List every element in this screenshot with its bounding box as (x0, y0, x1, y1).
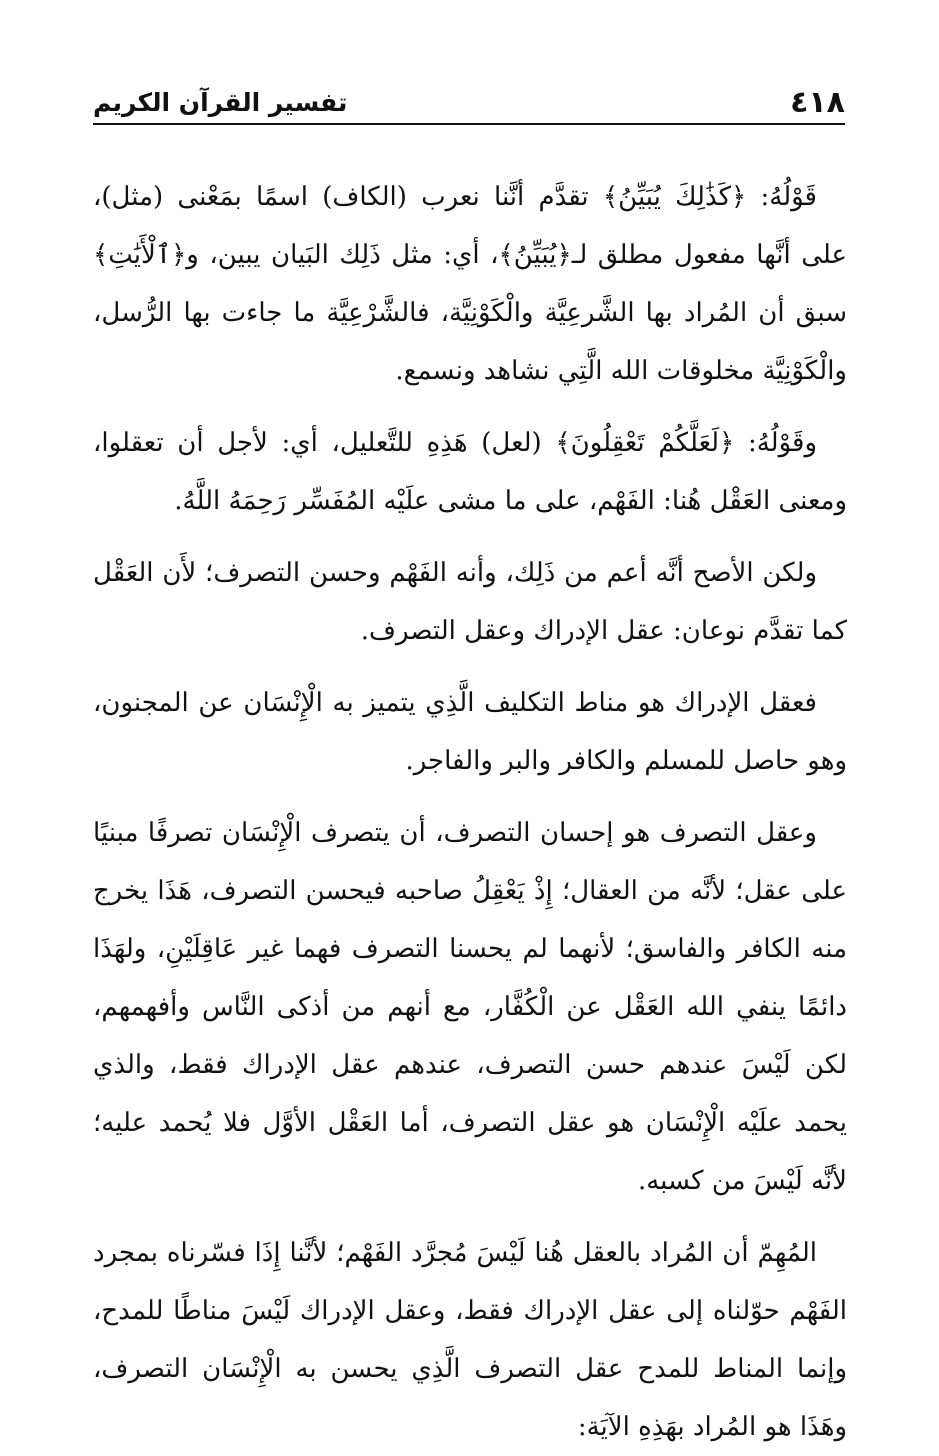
running-title: تفسير القرآن الكريم (93, 88, 348, 117)
page-header (93, 86, 845, 126)
paragraph: وقَوْلُهُ: ﴿لَعَلَّكُمْ تَعْقِلُونَ﴾ (لعل) هَذِهِ للتَّعليل، أي: لأجل أن تعقلوا، ومعنى العَقْل هُنا: الفَهْم، على ما مشى علَيْه المُفَسِّر رَحِمَهُ اللَّهُ. (93, 428, 847, 516)
page-number: ٤١٨ (790, 85, 845, 120)
body-text (93, 168, 847, 1456)
paragraph: المُهِمّ أن المُراد بالعقل هُنا لَيْسَ مُجرَّد الفَهْم؛ لأنَّنا إِذَا فسّرناه بمجرد الفَهْم حوّلناه إلى عقل الإدراك فقط، وعقل الإدراك لَيْسَ مناطًا للمدح، وإنما المناط للمدح عقل التصرف الَّذِي يحسن به الْإِنْسَان التصرف، وهَذَا هو المُراد بهَذِهِ الآيَة: (93, 1238, 847, 1442)
header-rule (93, 123, 845, 125)
paragraph: فعقل الإدراك هو مناط التكليف الَّذِي يتميز به الْإِنْسَان عن المجنون، وهو حاصل للمسلم والكافر والبر والفاجر. (93, 688, 847, 776)
paragraph: ولكن الأصح أنَّه أعم من ذَلِك، وأنه الفَهْم وحسن التصرف؛ لأَن العَقْل كما تقدَّم نوعان: عقل الإدراك وعقل التصرف. (93, 558, 847, 646)
paragraph: وعقل التصرف هو إحسان التصرف، أن يتصرف الْإِنْسَان تصرفًا مبنيًا على عقل؛ لأنَّه من العقال؛ إِذْ يَعْقِلُ صاحبه فيحسن التصرف، هَذَا يخرج منه الكافر والفاسق؛ لأنهما لم يحسنا التصرف فهما غير عَاقِلَيْنِ، ولهَذَا دائمًا ينفي الله العَقْل عن الْكُفَّار، مع أنهم من أذكى النَّاس وأفهمهم، لكن لَيْسَ عندهم حسن التصرف، عندهم عقل الإدراك فقط، والذي يحمد علَيْه الْإِنْسَان هو عقل التصرف، أما العَقْل الأوَّل فلا يُحمد عليه؛ لأنَّه لَيْسَ من كسبه. (93, 818, 847, 1196)
paragraph: قَوْلُهُ: ﴿كَذَٰلِكَ يُبَيِّنُ﴾ تقدَّم أنَّنا نعرب (الكاف) اسمًا بمَعْنى (مثل)، على أنَّها مفعول مطلق لـ﴿يُبَيِّنُ﴾، أي: مثل ذَلِك البَيان يبين، و﴿ٱلْأَيَٰتِ﴾ سبق أن المُراد بها الشَّرعِيَّة والْكَوْنِيَّة، فالشَّرْعِيَّة ما جاءت بها الرُّسل، والْكَوْنِيَّة مخلوقات الله الَّتِي نشاهد ونسمع. (93, 182, 847, 386)
